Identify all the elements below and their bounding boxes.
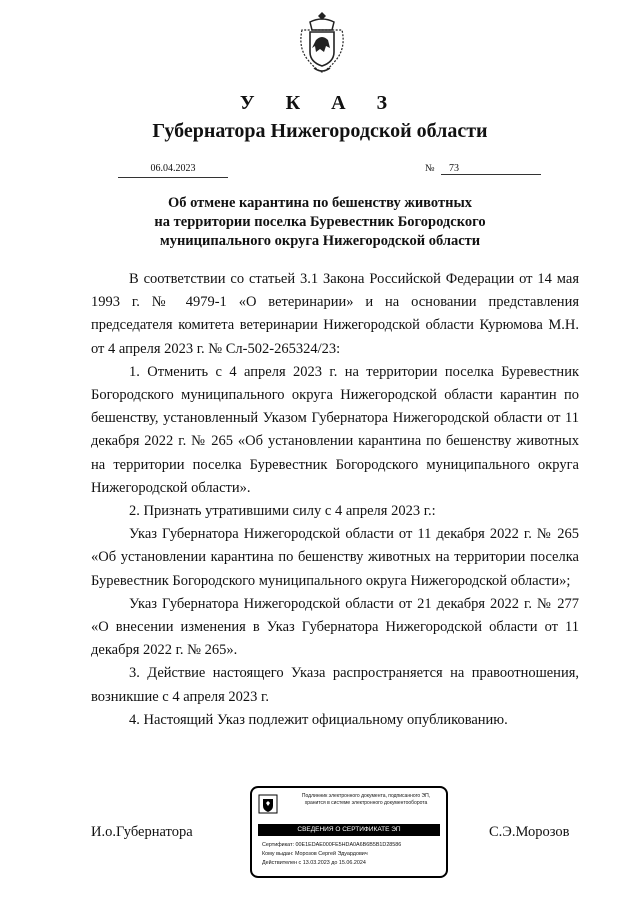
stamp-header-line: Подлинник электронного документа, подписанного ЭП, — [301, 793, 431, 799]
subject-line: Об отмене карантина по бешенству животных — [167, 195, 473, 211]
stamp-validity: Действителен с 13.03.2023 до 15.06.2024 — [262, 860, 366, 866]
decree-subject — [0, 194, 640, 251]
body-paragraph: 3. Действие настоящего Указа распространяется на правоотношения, возникшие с 4 апреля 2023 г. — [91, 665, 579, 705]
body-paragraph: 2. Признать утратившими силу с 4 апреля 2023 г.: — [129, 503, 436, 520]
decree-body — [91, 268, 579, 732]
stamp-certificate-bar: СВЕДЕНИЯ О СЕРТИФИКАТЕ ЭП — [258, 824, 440, 836]
stamp-header-line: хранится в системе электронного документооборота — [304, 799, 428, 806]
body-paragraph: Указ Губернатора Нижегородской области от 11 декабря 2022 г. № 265 «Об установлении карантина по бешенству животных на территории поселка Буревестник Богородского муниципального округа Нижегородской области»; — [91, 526, 579, 589]
subject-line: на территории поселка Буревестник Богородского — [154, 214, 486, 230]
decree-number: 73 — [441, 163, 541, 175]
decree-date: 06.04.2023 — [118, 163, 228, 178]
stamp-owner: Кому выдан: Морозов Сергей Эдуардович — [262, 851, 368, 857]
signatory-name: С.Э.Морозов — [489, 824, 570, 840]
coat-of-arms-emblem — [296, 10, 348, 76]
issuer-title: Губернатора Нижегородской области — [152, 120, 488, 142]
subject-line: муниципального округа Нижегородской области — [159, 233, 481, 249]
regional-emblem-icon — [258, 794, 278, 814]
decree-number-block — [425, 163, 541, 177]
digital-signature-stamp — [250, 786, 448, 878]
stamp-header — [286, 793, 446, 806]
body-paragraph: В соответствии со статьей 3.1 Закона Российской Федерации от 14 мая 1993 г. № 4979-1 «О ветеринарии» и на основании представления председателя комитета ветеринарии Нижегородской области Курюмова М.Н. от 4 апреля 2023 г. № Сл-502-265324/23: — [91, 271, 579, 357]
number-sign: № — [425, 163, 435, 174]
stamp-certificate-id: Сертификат: 00E1EDAE000FE5HDA0A6B6B5B1D28586 — [262, 842, 402, 848]
body-paragraph: Указ Губернатора Нижегородской области от 21 декабря 2022 г. № 277 «О внесении изменения в Указ Губернатора Нижегородской области от 11 декабря 2022 г. № 265». — [91, 595, 579, 659]
signatory-position: И.о.Губернатора — [91, 824, 193, 840]
body-paragraph: 1. Отменить с 4 апреля 2023 г. на территории поселка Буревестник Богородского муниципального округа Нижегородской области карантин по бешенству, установленный Указом Губернатора Нижегородской области от 11 декабря 2022 г. № 265 «Об установлении карантина по бешенству животных на территории поселка Буревестник Богородского муниципального округа Нижегородской области». — [91, 363, 579, 496]
decree-title: У К А З — [239, 92, 401, 114]
body-paragraph: 4. Настоящий Указ подлежит официальному опубликованию. — [129, 711, 508, 728]
